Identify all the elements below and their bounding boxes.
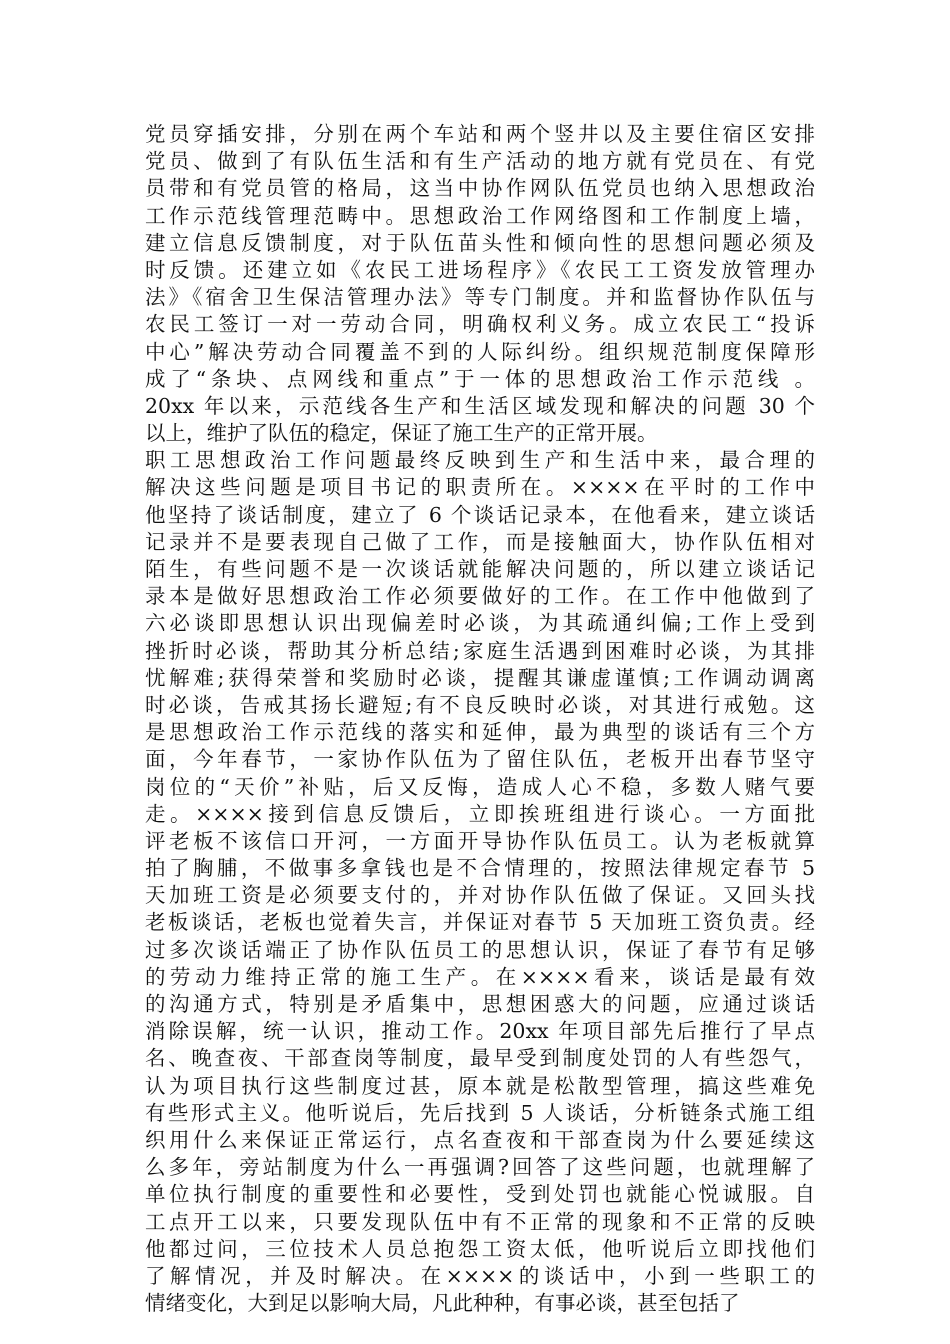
text-line: 建立信息反馈制度，对于队伍苗头性和倾向性的思想问题必须及 <box>145 230 815 255</box>
text-line: 六必谈即思想认识出现偏差时必谈，为其疏通纠偏;工作上受到 <box>145 611 815 636</box>
text-line: 成了“条块、点网线和重点”于一体的思想政治工作示范线 。 <box>145 366 815 391</box>
text-line: 录本是做好思想政治工作必须要做好的工作。在工作中他做到了 <box>145 584 815 609</box>
text-line: 单位执行制度的重要性和必要性，受到处罚也就能心悦诚服。自 <box>145 1182 815 1207</box>
text-line: 天加班工资是必须要支付的，并对协作队伍做了保证。又回头找 <box>145 883 815 908</box>
text-line: 农民工签订一对一劳动合同，明确权利义务。成立农民工“投诉 <box>145 312 815 337</box>
text-line: 时必谈，告戒其扬长避短;有不良反映时必谈，对其进行戒勉。这 <box>145 692 815 717</box>
text-line: 过多次谈话端正了协作队伍员工的思想认识，保证了春节有足够 <box>145 937 815 962</box>
text-line: 工点开工以来，只要发现队伍中有不正常的现象和不正常的反映 <box>145 1209 815 1234</box>
text-line: 么多年，旁站制度为什么一再强调?回答了这些问题，也就理解了 <box>145 1155 815 1180</box>
text-line: 评老板不该信口开河，一方面开导协作队伍员工。认为老板就算 <box>145 828 815 853</box>
text-line: 20xx 年以来，示范线各生产和生活区域发现和解决的问题 30 个 <box>145 393 815 418</box>
text-line: 陌生，有些问题不是一次谈话就能解决问题的，所以建立谈话记 <box>145 557 815 581</box>
text-line: 忧解难;获得荣誉和奖励时必谈，提醒其谦虚谨慎;工作调动调离 <box>145 665 815 690</box>
text-line: 是思想政治工作示范线的落实和延伸，最为典型的谈话有三个方 <box>145 720 815 745</box>
text-line: 走。××××接到信息反馈后，立即挨班组进行谈心。一方面批 <box>145 801 815 826</box>
text-line: 的劳动力维持正常的施工生产。在××××看来，谈话是最有效 <box>145 964 815 989</box>
text-line: 党员、做到了有队伍生活和有生产活动的地方就有党员在、有党 <box>145 149 815 174</box>
text-line: 拍了胸脯，不做事多拿钱也是不合情理的，按照法律规定春节 5 <box>145 856 815 881</box>
text-line: 面，今年春节，一家协作队伍为了留住队伍，老板开出春节坚守 <box>145 747 815 772</box>
text-line: 以上，维护了队伍的稳定，保证了施工生产的正常开展。 <box>145 421 658 446</box>
text-line: 老板谈话，老板也觉着失言，并保证对春节 5 天加班工资负责。经 <box>145 910 815 935</box>
text-line: 他坚持了谈话制度，建立了 6 个谈话记录本，在他看来，建立谈话 <box>145 502 815 527</box>
text-line: 他都过问，三位技术人员总抱怨工资太低，他听说后立即找他们 <box>145 1236 815 1261</box>
text-line: 时反馈。还建立如《农民工进场程序》《农民工工资发放管理办 <box>145 257 815 282</box>
paragraph-2 <box>145 447 815 1317</box>
document-body <box>145 121 815 1317</box>
text-line: 员带和有党员管的格局，这当中协作网队伍党员也纳入思想政治 <box>145 176 815 201</box>
text-line: 解决这些问题是项目书记的职责所在。××××在平时的工作中 <box>145 475 815 500</box>
text-line: 职工思想政治工作问题最终反映到生产和生活中来，最合理的 <box>145 448 815 473</box>
text-line: 挫折时必谈，帮助其分析总结;家庭生活遇到困难时必谈，为其排 <box>145 638 815 663</box>
text-line: 名、晚查夜、干部查岗等制度，最早受到制度处罚的人有些怨气， <box>145 1046 815 1071</box>
text-line: 消除误解，统一认识，推动工作。20xx 年项目部先后推行了早点 <box>145 1019 815 1044</box>
paragraph-1 <box>145 121 815 447</box>
text-line: 岗位的“天价”补贴，后又反悔，造成人心不稳，多数人赌气要 <box>145 774 815 799</box>
text-line: 认为项目执行这些制度过甚，原本就是松散型管理，搞这些难免 <box>145 1073 815 1098</box>
text-line: 的沟通方式，特别是矛盾集中，思想困惑大的问题，应通过谈话 <box>145 992 815 1016</box>
text-line: 有些形式主义。他听说后，先后找到 5 人谈话，分析链条式施工组 <box>145 1100 815 1125</box>
text-line: 记录并不是要表现自己做了工作，而是接触面大，协作队伍相对 <box>145 529 815 554</box>
text-line: 情绪变化，大到足以影响大局，凡此种种，有事必谈，甚至包括了 <box>145 1291 740 1316</box>
text-line: 工作示范线管理范畴中。思想政治工作网络图和工作制度上墙， <box>145 203 815 228</box>
text-line: 党员穿插安排，分别在两个车站和两个竖井以及主要住宿区安排 <box>145 122 815 146</box>
text-line: 了解情况，并及时解决。在××××的谈话中，小到一些职工的 <box>145 1263 815 1288</box>
text-line: 中心”解决劳动合同覆盖不到的人际纠纷。组织规范制度保障形 <box>145 339 815 364</box>
text-line: 织用什么来保证正常运行，点名查夜和干部查岗为什么要延续这 <box>145 1127 815 1152</box>
text-line: 法》《宿舍卫生保洁管理办法》等专门制度。并和监督协作队伍与 <box>145 285 815 310</box>
